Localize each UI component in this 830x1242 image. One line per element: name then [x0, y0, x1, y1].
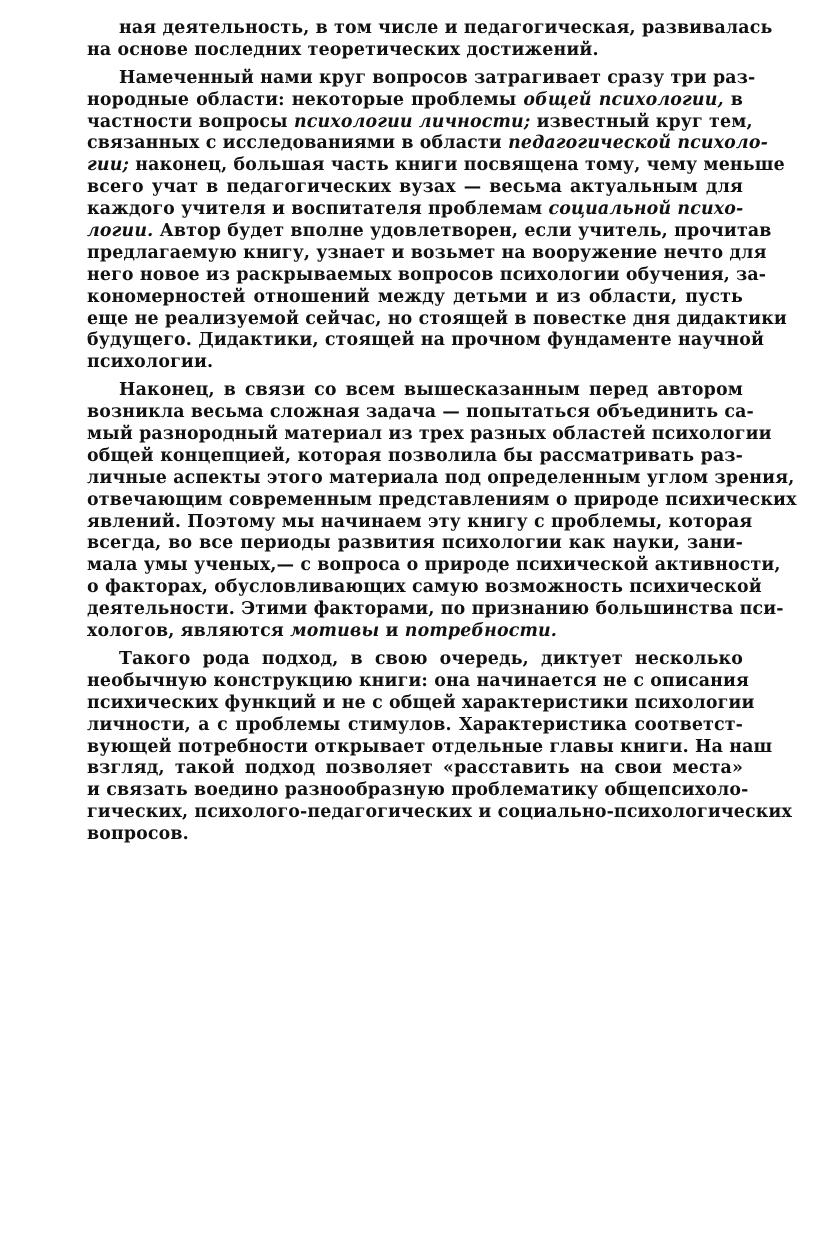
text-line [87, 621, 743, 643]
text-run: всегда, во все периоды развития психологии как науки, зани- [87, 533, 743, 554]
italic-term: потребности. [404, 621, 557, 642]
text-run: явлений. Поэтому мы начинаем эту книгу с проблемы, которая [87, 511, 753, 532]
text-line [87, 67, 756, 90]
italic-term: мотивы [290, 621, 380, 642]
text-run: ная деятельность, в том числе и педагогическая, развивалась [119, 18, 773, 38]
text-run: частности вопросы [87, 111, 294, 132]
text-line [87, 555, 781, 577]
italic-term: логии. [87, 221, 154, 242]
text-line [87, 533, 743, 555]
text-run: мый разнородный материал из трех разных областей психологии [87, 424, 772, 445]
text-line [87, 199, 743, 221]
text-run: необычную конструкцию книги: она начинается не с описания [87, 670, 750, 691]
italic-term: педагогической психоло- [508, 133, 768, 154]
text-line [87, 330, 765, 352]
text-run: мала умы ученых,— с вопроса о природе психической активности, [87, 555, 781, 576]
text-line [87, 692, 755, 715]
text-run: Намеченный нами круг вопросов затрагивает сразу три раз- [119, 67, 756, 88]
text-run: будущего. Дидактики, стоящей на прочном фундаменте научной [87, 330, 765, 351]
text-line [87, 90, 743, 112]
text-run: Такого рода подход, в свою очередь, диктует несколько [119, 648, 743, 669]
italic-term: психологии личности; [293, 111, 531, 132]
text-line [87, 424, 772, 446]
text-line [87, 446, 743, 468]
text-run: отвечающим современным представлениям о природе психических [87, 489, 797, 510]
text-line [87, 670, 750, 693]
text-line [87, 599, 784, 621]
text-run: него новое из раскрываемых вопросов психологии обучения, за- [87, 264, 767, 285]
body-text [87, 18, 797, 846]
italic-term: гии; [87, 155, 130, 176]
text-run: общей концепцией, которая позволила бы рассматривать раз- [87, 445, 743, 466]
text-line [87, 824, 743, 846]
text-line [87, 242, 767, 265]
text-run: известный круг тем, [530, 111, 753, 132]
text-run: каждого учителя и воспитателя проблемам [87, 199, 549, 220]
text-run: психологии. [87, 352, 214, 373]
text-run: связанных с исследованиями в области [87, 133, 509, 154]
text-run: наконец, большая часть книги посвящена тому, чему меньше [129, 155, 785, 176]
text-line [87, 577, 762, 599]
text-run: личности, а с проблемы стимулов. Характеристика соответст- [87, 714, 743, 735]
text-line [87, 308, 787, 331]
text-run: взгляд, такой подход позволяет «расставить на свои места» [87, 758, 743, 779]
text-line [87, 221, 772, 243]
text-run: предлагаемую книгу, узнает и возьмет на вооружение нечто для [87, 242, 767, 263]
text-line [87, 177, 743, 199]
text-run: и [379, 621, 405, 642]
text-run: возникла весьма сложная задача — попытаться объединить са- [87, 402, 754, 423]
text-line [87, 264, 767, 287]
text-line [87, 155, 785, 177]
text-line [87, 758, 743, 780]
text-run: о факторах, обусловливающих самую возможность психической [87, 577, 762, 598]
text-line [87, 649, 743, 671]
text-run: хологов, являются [87, 621, 291, 642]
text-line [87, 133, 768, 155]
text-run: вопросов. [87, 824, 189, 845]
text-line [87, 802, 792, 824]
text-run: еще не реализуемой сейчас, но стоящей в повестке дня дидактики [87, 308, 787, 329]
text-line [87, 736, 773, 759]
text-run: в [723, 89, 743, 110]
text-run: нородные области: некоторые проблемы [87, 89, 524, 110]
text-line [87, 40, 743, 62]
text-line [87, 780, 749, 802]
text-run: Автор будет вполне удовлетворен, если учитель, прочитав [153, 221, 772, 242]
text-line [87, 111, 753, 134]
text-line [87, 467, 795, 490]
text-line [87, 489, 797, 512]
text-line [87, 380, 743, 402]
italic-term: социальной психо- [548, 199, 744, 220]
text-run: гических, психолого-педагогических и социально-психологических [87, 802, 792, 823]
text-run: кономерностей отношений между детьми и из области, пусть [87, 286, 743, 307]
text-line [87, 715, 743, 737]
text-run: деятельности. Этими факторами, по признанию большинства пси- [87, 599, 784, 620]
text-run: на основе последних теоретических достижений. [87, 39, 599, 60]
text-line [87, 511, 753, 534]
text-run: вующей потребности открывает отдельные главы книги. На наш [87, 736, 773, 757]
text-line [87, 18, 773, 40]
text-run: психических функций и не с общей характеристики психологии [87, 692, 755, 713]
text-line [87, 402, 754, 424]
text-run: всего учат в педагогических вузах — весьма актуальным для [87, 177, 743, 198]
text-run: личные аспекты этого материала под определенным углом зрения, [87, 467, 795, 488]
text-line [87, 287, 743, 309]
italic-term: общей психологии, [523, 89, 724, 110]
text-run: Наконец, в связи со всем вышесказанным перед автором [119, 380, 743, 401]
text-run: и связать воедино разнообразную проблематику общепсихоло- [87, 780, 749, 801]
text-line [87, 352, 743, 374]
